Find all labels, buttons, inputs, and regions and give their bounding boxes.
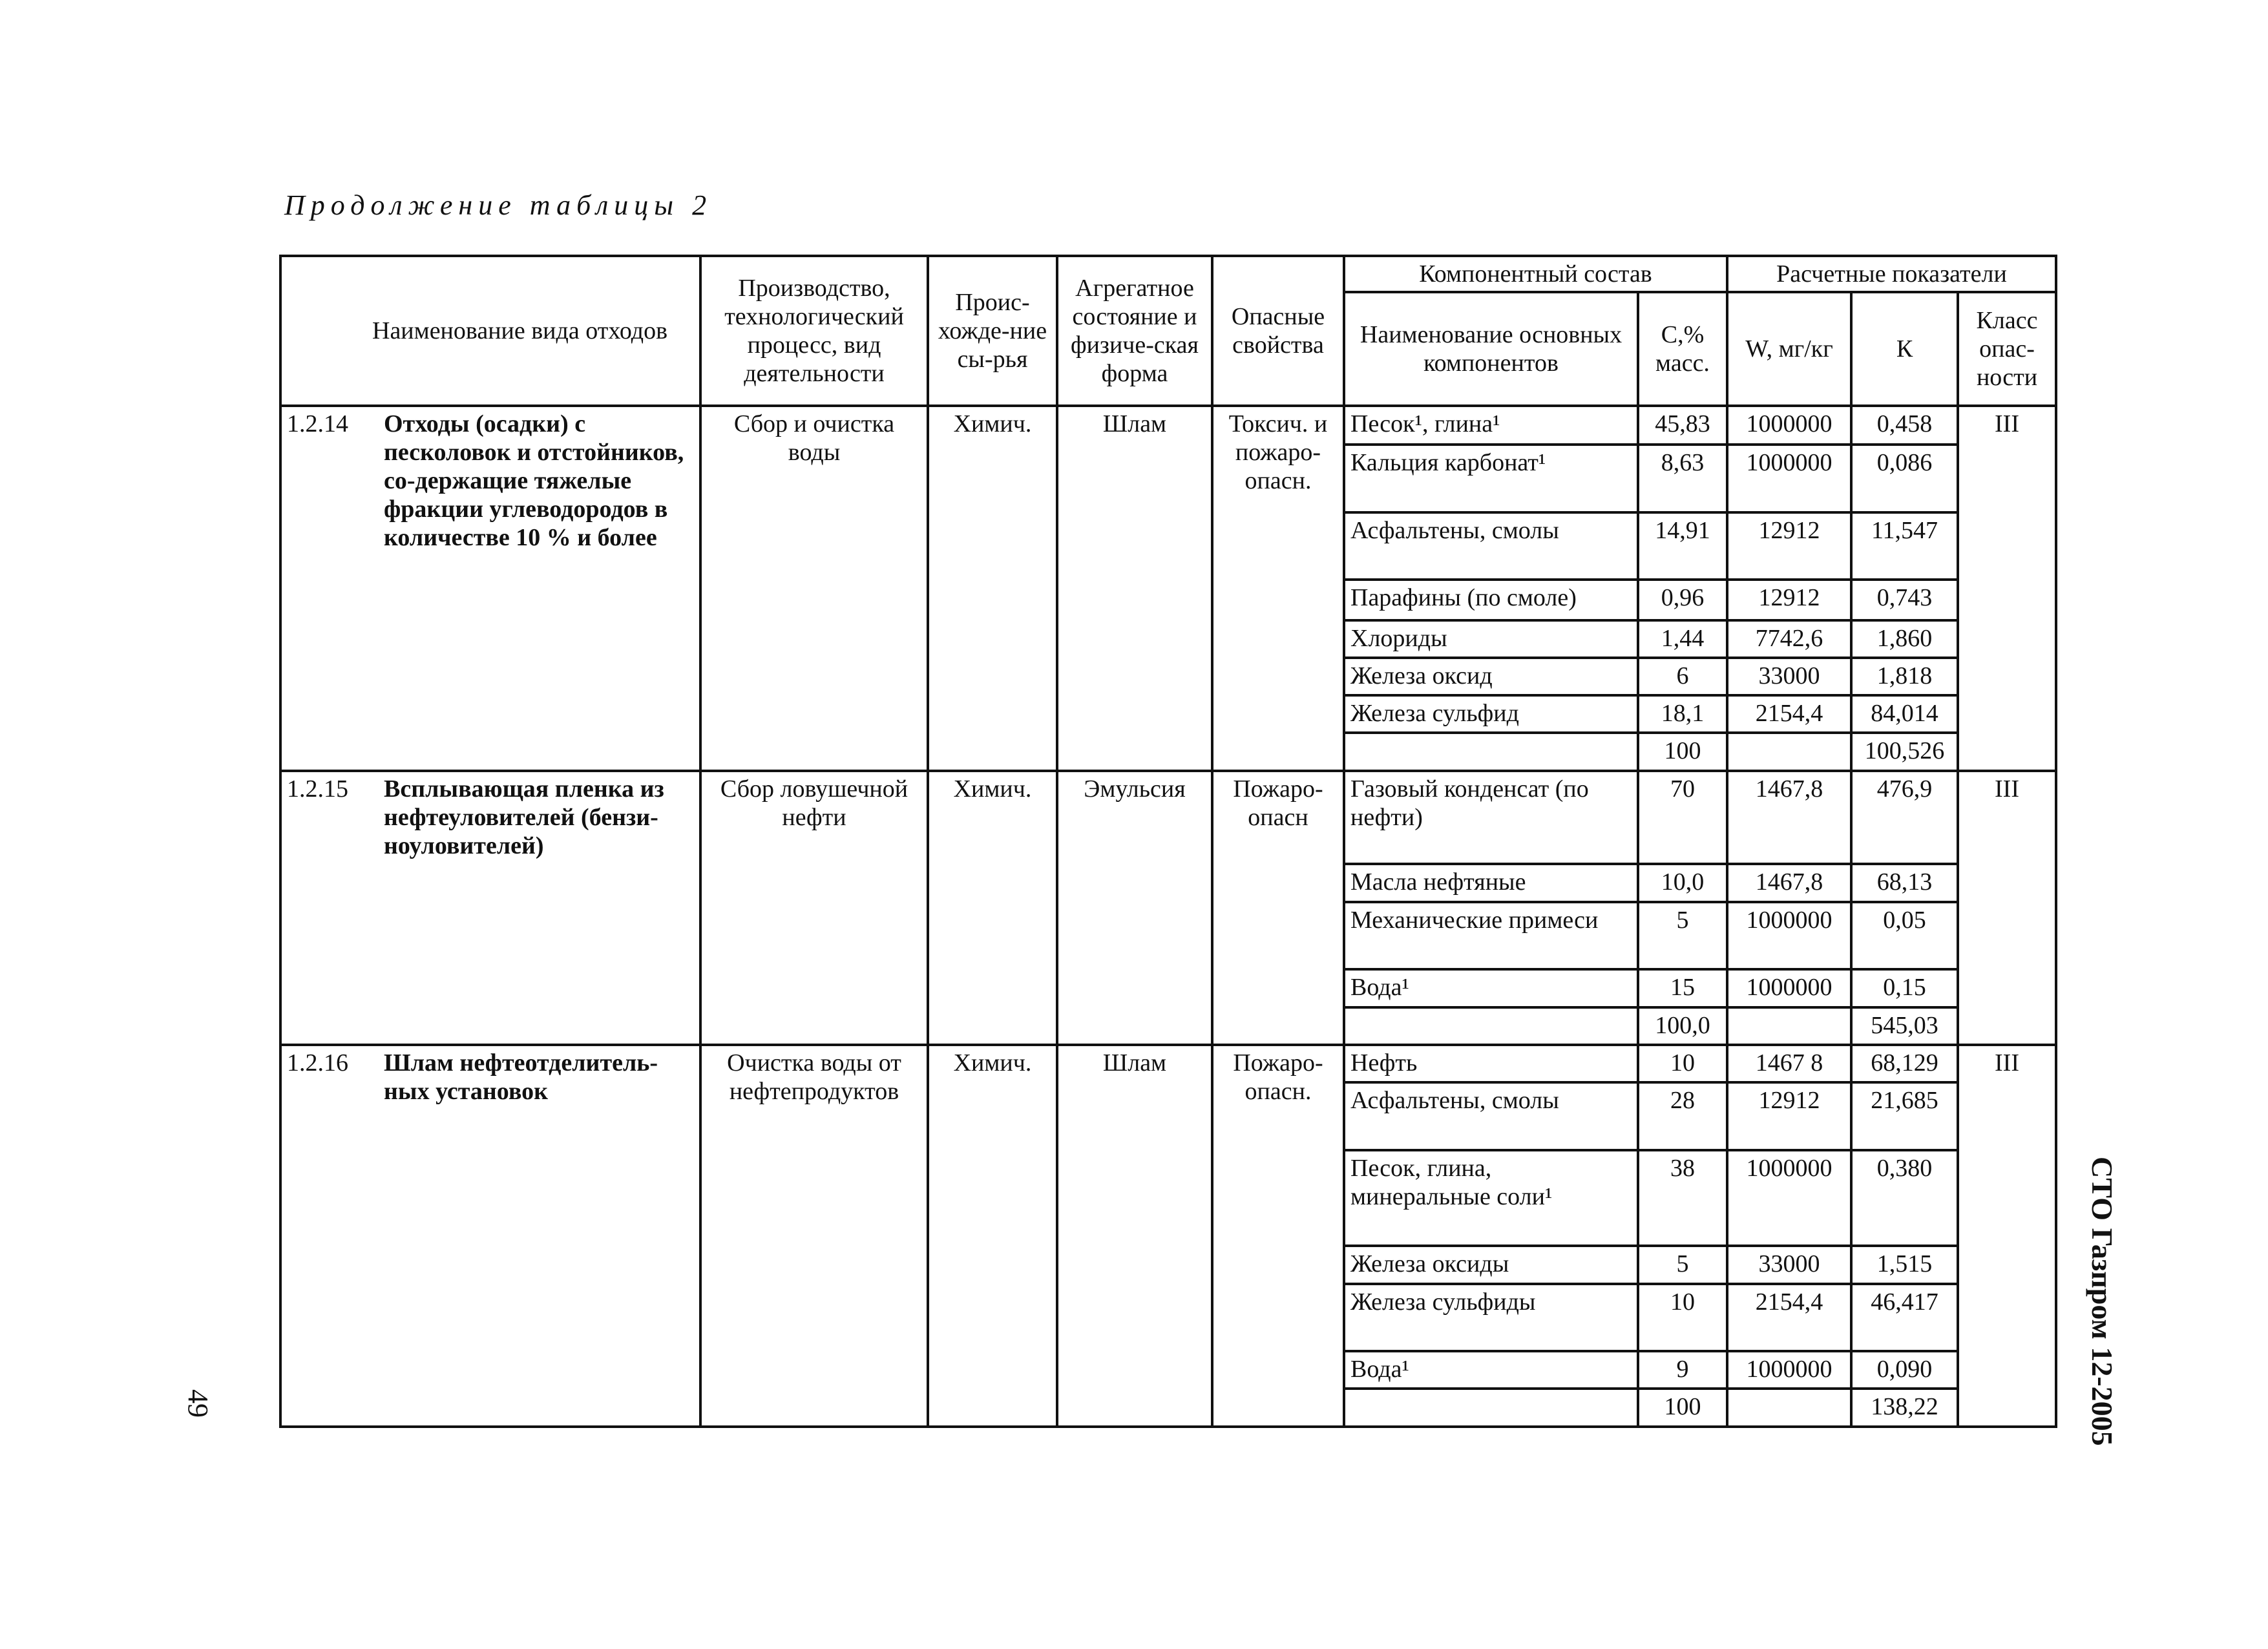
header-k: К <box>1851 292 1958 406</box>
k-value: 545,03 <box>1851 1007 1958 1045</box>
w-value: 1467 8 <box>1727 1045 1851 1082</box>
w-value: 2154,4 <box>1727 695 1851 733</box>
concentration: 15 <box>1638 969 1727 1007</box>
component-name <box>1344 1007 1638 1045</box>
waste-code: 1.2.15 <box>287 775 348 803</box>
header-process: Производство, технологический процесс, вид деятельности <box>700 256 928 406</box>
k-value: 0,743 <box>1851 580 1958 620</box>
waste-code: 1.2.16 <box>287 1049 348 1077</box>
w-value: 2154,4 <box>1727 1284 1851 1352</box>
waste-name: Шлам нефтеотделитель-ных установок <box>384 1049 658 1105</box>
origin-cell: Химич. <box>928 406 1057 771</box>
header-w: W, мг/кг <box>1727 292 1851 406</box>
k-value: 21,685 <box>1851 1082 1958 1150</box>
w-value <box>1727 1007 1851 1045</box>
concentration: 100 <box>1638 733 1727 770</box>
component-name: Асфальтены, смолы <box>1344 1082 1638 1150</box>
concentration: 6 <box>1638 658 1727 695</box>
k-value: 1,515 <box>1851 1246 1958 1283</box>
concentration: 5 <box>1638 1246 1727 1283</box>
k-value: 476,9 <box>1851 771 1958 865</box>
waste-name: Всплывающая пленка из нефтеуловителей (бензи-ноуловителей) <box>384 775 664 859</box>
k-value: 46,417 <box>1851 1284 1958 1352</box>
k-value: 1,818 <box>1851 658 1958 695</box>
k-value: 138,22 <box>1851 1389 1958 1427</box>
header-state: Агрегатное состояние и физиче-ская форма <box>1057 256 1212 406</box>
w-value: 1467,8 <box>1727 864 1851 901</box>
concentration: 5 <box>1638 902 1727 970</box>
concentration: 10,0 <box>1638 864 1727 901</box>
concentration: 100 <box>1638 1389 1727 1427</box>
hazard-cell: Пожаро-опасн <box>1212 771 1344 1045</box>
component-name: Железа оксиды <box>1344 1246 1638 1283</box>
document-id: СТО Газпром 12-2005 <box>2086 1157 2119 1446</box>
component-name: Вода¹ <box>1344 969 1638 1007</box>
component-name: Парафины (по смоле) <box>1344 580 1638 620</box>
hazard-class: III <box>1958 1045 2056 1427</box>
table-row <box>280 771 2056 865</box>
hazard-class: III <box>1958 406 2056 771</box>
component-name: Асфальтены, смолы <box>1344 512 1638 580</box>
page-number: 49 <box>182 1389 214 1418</box>
w-value: 1000000 <box>1727 406 1851 445</box>
component-name: Вода¹ <box>1344 1351 1638 1389</box>
concentration: 18,1 <box>1638 695 1727 733</box>
header-composition: Компонентный состав <box>1344 256 1727 292</box>
component-name: Железа оксид <box>1344 658 1638 695</box>
concentration: 14,91 <box>1638 512 1727 580</box>
w-value: 1000000 <box>1727 445 1851 512</box>
k-value: 0,458 <box>1851 406 1958 445</box>
component-name: Песок, глина, минеральные соли¹ <box>1344 1150 1638 1246</box>
k-value: 0,086 <box>1851 445 1958 512</box>
w-value: 12912 <box>1727 580 1851 620</box>
k-value: 100,526 <box>1851 733 1958 770</box>
component-name: Газовый конденсат (по нефти) <box>1344 771 1638 865</box>
w-value: 7742,6 <box>1727 620 1851 658</box>
concentration: 10 <box>1638 1045 1727 1082</box>
concentration: 0,96 <box>1638 580 1727 620</box>
waste-table <box>279 255 2057 1428</box>
w-value: 1000000 <box>1727 969 1851 1007</box>
header-name: Наименование вида отходов <box>280 256 700 406</box>
k-value: 68,13 <box>1851 864 1958 901</box>
concentration: 38 <box>1638 1150 1727 1246</box>
concentration: 10 <box>1638 1284 1727 1352</box>
concentration: 1,44 <box>1638 620 1727 658</box>
hazard-class: III <box>1958 771 2056 1045</box>
waste-name-cell <box>280 771 700 1045</box>
w-value: 12912 <box>1727 512 1851 580</box>
w-value: 1467,8 <box>1727 771 1851 865</box>
concentration: 45,83 <box>1638 406 1727 445</box>
k-value: 0,380 <box>1851 1150 1958 1246</box>
header-class: Класс опас-ности <box>1958 292 2056 406</box>
concentration: 70 <box>1638 771 1727 865</box>
w-value: 33000 <box>1727 658 1851 695</box>
origin-cell: Химич. <box>928 1045 1057 1427</box>
k-value: 0,090 <box>1851 1351 1958 1389</box>
k-value: 0,05 <box>1851 902 1958 970</box>
waste-name-cell <box>280 1045 700 1427</box>
concentration: 8,63 <box>1638 445 1727 512</box>
component-name: Хлориды <box>1344 620 1638 658</box>
component-name: Кальция карбонат¹ <box>1344 445 1638 512</box>
header-origin: Проис-хожде-ние сы-рья <box>928 256 1057 406</box>
state-cell: Шлам <box>1057 406 1212 771</box>
table-row <box>280 1045 2056 1082</box>
component-name: Железа сульфиды <box>1344 1284 1638 1352</box>
state-cell: Эмульсия <box>1057 771 1212 1045</box>
w-value <box>1727 733 1851 770</box>
component-name <box>1344 733 1638 770</box>
w-value: 1000000 <box>1727 1351 1851 1389</box>
state-cell: Шлам <box>1057 1045 1212 1427</box>
k-value: 11,547 <box>1851 512 1958 580</box>
component-name: Масла нефтяные <box>1344 864 1638 901</box>
concentration: 28 <box>1638 1082 1727 1150</box>
table-caption: Продолжение таблицы 2 <box>284 189 713 221</box>
w-value: 1000000 <box>1727 902 1851 970</box>
w-value <box>1727 1389 1851 1427</box>
waste-code: 1.2.14 <box>287 410 348 437</box>
k-value: 68,129 <box>1851 1045 1958 1082</box>
concentration: 100,0 <box>1638 1007 1727 1045</box>
w-value: 12912 <box>1727 1082 1851 1150</box>
w-value: 33000 <box>1727 1246 1851 1283</box>
waste-name: Отходы (осадки) с песколовок и отстойников, со-держащие тяжелые фракции углеводородов в количестве 10 % и более <box>384 410 684 551</box>
header-conc: С,% масс. <box>1638 292 1727 406</box>
component-name: Нефть <box>1344 1045 1638 1082</box>
component-name: Песок¹, глина¹ <box>1344 406 1638 445</box>
process-cell: Сбор и очистка воды <box>700 406 928 771</box>
component-name <box>1344 1389 1638 1427</box>
component-name: Железа сульфид <box>1344 695 1638 733</box>
w-value: 1000000 <box>1727 1150 1851 1246</box>
k-value: 0,15 <box>1851 969 1958 1007</box>
component-name: Механические примеси <box>1344 902 1638 970</box>
hazard-cell: Пожаро-опасн. <box>1212 1045 1344 1427</box>
header-components: Наименование основных компонентов <box>1344 292 1638 406</box>
k-value: 1,860 <box>1851 620 1958 658</box>
k-value: 84,014 <box>1851 695 1958 733</box>
process-cell: Очистка воды от нефтепродуктов <box>700 1045 928 1427</box>
hazard-cell: Токсич. и пожаро-опасн. <box>1212 406 1344 771</box>
header-indicators: Расчетные показатели <box>1727 256 2056 292</box>
origin-cell: Химич. <box>928 771 1057 1045</box>
header-hazard: Опасные свойства <box>1212 256 1344 406</box>
process-cell: Сбор ловушечной нефти <box>700 771 928 1045</box>
table-row <box>280 406 2056 445</box>
waste-name-cell <box>280 406 700 771</box>
concentration: 9 <box>1638 1351 1727 1389</box>
